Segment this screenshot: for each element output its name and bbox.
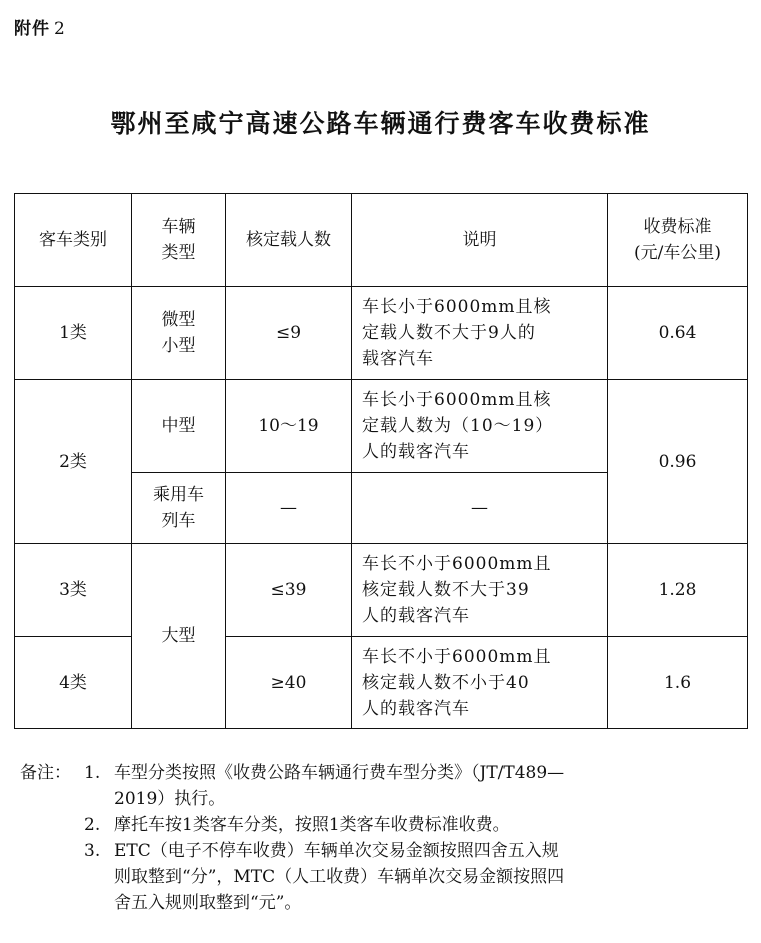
header-capacity: 核定载人数 (226, 194, 352, 287)
capacity-cell: 10～19 (226, 380, 352, 473)
note-line: ETC（电子不停车收费）车辆单次交易金额按照四舍五入规 (114, 841, 559, 861)
note-item (20, 838, 750, 916)
description-line1: 车长不小于6000mm且 (362, 554, 552, 574)
description-line2: 核定载人数不大于39 (362, 580, 530, 600)
header-vehicle-type (132, 194, 226, 287)
description-line3: 人的载客汽车 (362, 442, 470, 462)
note-item (20, 760, 750, 812)
table-row (15, 544, 748, 637)
vehicle-type-cell: 大型 (132, 544, 226, 729)
notes-label: 备注： (20, 763, 71, 783)
header-vehicle-type-line1: 车辆 (161, 217, 196, 237)
header-vehicle-type-line2: 类型 (161, 243, 196, 263)
table-row (15, 380, 748, 473)
capacity-cell: ≥40 (226, 637, 352, 729)
note-number: 1. (84, 763, 101, 783)
description-cell (352, 544, 608, 637)
capacity-cell: — (226, 473, 352, 544)
header-category: 客车类别 (15, 194, 132, 287)
description-cell: — (352, 473, 608, 544)
fee-table (14, 193, 748, 729)
note-line: 舍五入规则取整到“元”。 (114, 893, 302, 913)
description-line1: 车长不小于6000mm且 (362, 646, 552, 667)
header-description: 说明 (352, 194, 608, 287)
note-line: 车型分类按照《收费公路车辆通行费车型分类》（JT/T489— (114, 763, 565, 783)
vehicle-type-line1: 微型 (161, 310, 196, 330)
notes-section (20, 760, 750, 916)
description-line1: 车长小于6000mm且核 (362, 297, 552, 317)
vehicle-type-line1: 乘用车 (153, 485, 204, 505)
header-rate-line2: (元/车公里) (634, 243, 721, 263)
category-cell: 2类 (15, 380, 132, 544)
rate-cell: 0.64 (608, 287, 748, 380)
table-header-row (15, 194, 748, 287)
note-number: 3. (84, 841, 101, 861)
attachment-number: 2 (54, 19, 66, 39)
note-line: 摩托车按1类客车分类，按照1类客车收费标准收费。 (114, 815, 510, 835)
capacity-cell: ≤39 (226, 544, 352, 637)
description-line2: 定载人数为（10～19） (362, 416, 554, 436)
header-rate-line1: 收费标准 (643, 217, 712, 237)
attachment-word: 附件 (14, 19, 50, 39)
rate-cell: 0.96 (608, 380, 748, 544)
rate-cell: 1.28 (608, 544, 748, 637)
header-rate (608, 194, 748, 287)
vehicle-type-cell (132, 287, 226, 380)
category-cell: 3类 (15, 544, 132, 637)
note-item (20, 812, 750, 838)
vehicle-type-line2: 小型 (161, 336, 196, 356)
note-text (114, 812, 750, 838)
note-text (114, 760, 750, 812)
page-title: 鄂州至咸宁高速公路车辆通行费客车收费标准 (110, 109, 651, 138)
note-text (114, 838, 750, 916)
description-cell (352, 380, 608, 473)
description-cell (352, 637, 608, 729)
description-line2: 核定载人数不小于40 (362, 672, 530, 693)
vehicle-type-line2: 列车 (161, 511, 196, 531)
description-cell (352, 287, 608, 380)
note-line: 2019）执行。 (114, 789, 226, 809)
vehicle-type-cell (132, 473, 226, 544)
description-line3: 载客汽车 (362, 349, 434, 369)
table-row (15, 287, 748, 380)
category-cell: 1类 (15, 287, 132, 380)
description-line3: 人的载客汽车 (362, 606, 470, 626)
note-line: 则取整到“分”，MTC（人工收费）车辆单次交易金额按照四 (114, 867, 565, 887)
capacity-cell: ≤9 (226, 287, 352, 380)
description-line1: 车长小于6000mm且核 (362, 390, 552, 410)
rate-cell: 1.6 (608, 637, 748, 729)
attachment-label (14, 14, 66, 39)
vehicle-type-cell: 中型 (132, 380, 226, 473)
note-number: 2. (84, 815, 101, 835)
table-row (15, 637, 748, 729)
description-line2: 定载人数不大于9人的 (362, 323, 536, 343)
category-cell: 4类 (15, 637, 132, 729)
description-line3: 人的载客汽车 (362, 698, 470, 719)
